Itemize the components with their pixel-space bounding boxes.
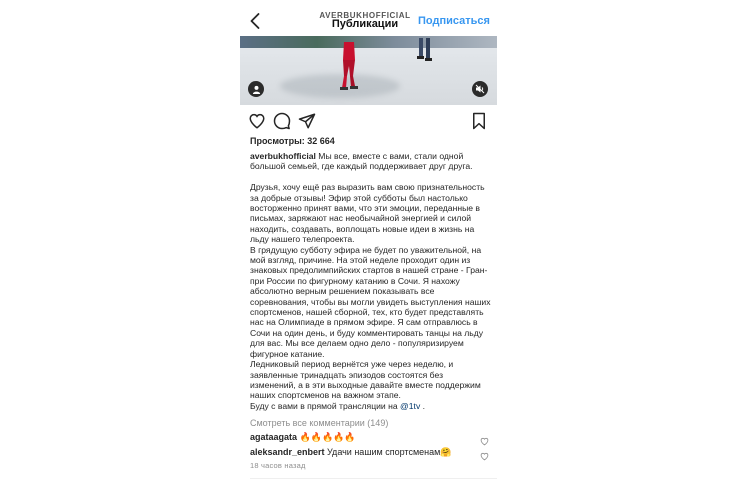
comment-username[interactable]: agataagata	[250, 432, 298, 442]
comment-item	[250, 432, 490, 443]
skater-figure	[336, 42, 362, 92]
follow-button[interactable]: Подписаться	[418, 15, 490, 27]
account-name: AVERBUKHOFFICIAL	[319, 11, 411, 20]
mention-link[interactable]: @1tv	[400, 400, 421, 411]
user-icon	[252, 85, 261, 94]
comment-button[interactable]	[273, 112, 291, 130]
caption-paragraph: В грядущую субботу эфира не будет по уважительной, на мой взгляд, причине. На этой неделе проходит один из знаковых предолимпийских стартов в нашей стране - Гран-при России по фигурному катанию в Сочи. Я нахожу абсолютно верным решением показывать все соревнования, чтобы вы могли увидеть выступления наших спортсменов, нашей сборной, тех, кто будет представлять нас на Олимпиаде в прямом эфире. Я сам отправлюсь в Сочи на один день, и буду комментировать танцы на льду для вас. Мы все делаем одно дело - популяризируем фигурное катание.	[250, 244, 491, 359]
tagged-users-button[interactable]	[248, 81, 264, 97]
skater-figure-2	[416, 38, 434, 66]
share-button[interactable]	[298, 112, 316, 130]
comment-text: 🔥🔥🔥🔥🔥	[297, 432, 356, 442]
bookmark-icon	[470, 112, 488, 130]
views-label: Просмотры:	[250, 136, 305, 146]
save-button[interactable]	[470, 112, 488, 130]
views-number: 32 664	[307, 136, 335, 146]
caption-username[interactable]: averbukhofficial	[250, 151, 316, 161]
heart-icon	[248, 112, 266, 130]
view-all-comments-link[interactable]: Смотреть все комментарии (149)	[250, 418, 389, 428]
like-button[interactable]	[248, 112, 266, 130]
caption-paragraph: Ледниковый период вернётся уже через неделю, и заявленные тринадцать эпизодов состоятся без изменений, а в эти выходные давайте вместе поддержим наших спортсменов на важном этапе.	[250, 359, 481, 401]
caption-paragraph: Друзья, хочу ещё раз выразить вам свою признательность за добрые отзывы! Эфир этой субботы был настолько восторженно принят вами, что эти эмоции, переданные в письмах, заряжают нас необычайной энергией и силой находить, создавать, воплощать новые идеи в жизнь на льду нашего телепроекта.	[250, 182, 485, 245]
mute-button[interactable]	[472, 81, 488, 97]
comment-text: Удачи нашим спортсменам🤗	[324, 447, 452, 457]
divider	[250, 478, 497, 479]
speaker-muted-icon	[475, 84, 485, 94]
comment-item	[250, 447, 490, 458]
comment-icon	[273, 112, 291, 130]
comment-username[interactable]: aleksandr_enbert	[250, 447, 325, 457]
post-timestamp: 18 часов назад	[250, 461, 306, 470]
comment-like-button[interactable]	[480, 448, 489, 457]
caption-paragraph: Буду с вами в прямой трансляции на @1tv .	[250, 400, 426, 411]
comment-like-button[interactable]	[480, 433, 489, 442]
views-count	[250, 136, 335, 146]
heart-icon	[480, 452, 489, 461]
heart-icon	[480, 437, 489, 446]
rink-board	[240, 36, 497, 48]
post-video[interactable]	[240, 36, 497, 105]
caption-spacer	[250, 172, 491, 182]
page-title: Публикации	[331, 18, 399, 30]
paper-plane-icon	[298, 112, 316, 130]
post-caption	[250, 151, 491, 411]
caption-intro: averbukhofficial Мы все, вместе с вами, стали одной большой семьей, где каждый поддерживает друг друга.	[250, 151, 473, 172]
